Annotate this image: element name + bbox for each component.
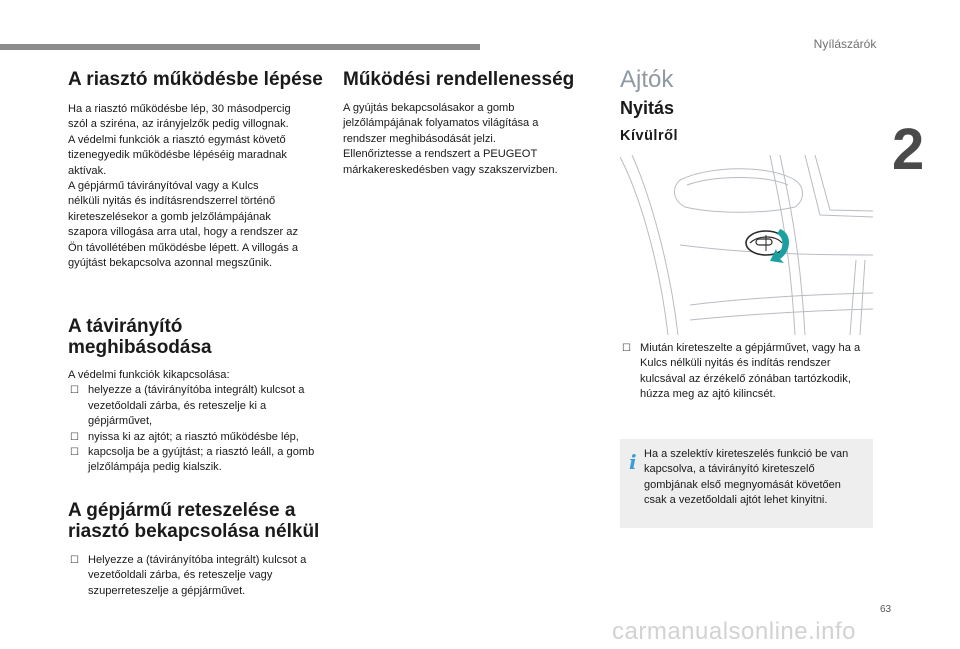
text-line: nélküli nyitás és indításrendszerrel történő [68,195,276,208]
top-rule [0,44,480,50]
text-line: A gyújtás bekapcsolásakor a gomb [343,102,515,114]
remote-failure-intro: A védelmi funkciók kikapcsolása: [68,369,230,381]
text-line: kireteszelésekor a gomb jelzőlámpájának [68,210,271,223]
text-line: szól a sziréna, az irányjelzők pedig villognak. [68,118,289,131]
checkbox-bullet-icon: ☐ [70,431,79,443]
column-2 [343,69,599,178]
handle-instruction [620,341,873,403]
opening-title: Nyitás [620,98,675,118]
text-line: A védelmi funkciók a riasztó egymást követő [68,133,286,146]
remote-failure-title: A távirányító meghibásodása [68,316,212,358]
chapter-number: 2 [892,117,925,182]
checkbox-bullet-icon: ☐ [70,385,79,397]
text-line: tizenegyedik működésbe lépéséig maradnak [68,149,287,162]
page-number: 63 [880,604,892,615]
remote-failure-section [68,316,324,476]
list-item: ☐ Helyezze a (távirányítóba integrált) kulcsot a vezetőoldali zárba, és reteszelje vagy szuperreteszelje a gépjárművet. [70,554,307,597]
door-handle-illustration [620,155,873,335]
list-item: ☐ Miután kireteszelte a gépjárművet, vagy ha a Kulcs nélküli nyitás és indítás rendszer kulcsával az érzékelő zónában tartózkodik, húzza meg az ajtó kilincsét. [622,342,861,401]
watermark: carmanualsonline.info [612,618,856,645]
chapter-title: Nyílászárók [813,37,877,51]
list-item: ☐ kapcsolja be a gyújtást; a riasztó leáll, a gomb jelzőlámpája pedig kialszik. [70,446,315,474]
section-title: Ajtók [620,66,674,93]
column-3 [620,66,873,144]
info-text: Ha a szelektív kireteszelés funkció be van kapcsolva, a távirányító kireteszelő gombjának első megnyomását követően csak a vezetőoldali ajtót lehet kinyitni. [644,448,849,507]
checkbox-bullet-icon: ☐ [70,447,79,459]
alarm-triggered-title: A riasztó működésbe lépése [68,69,323,90]
text-line: Ha a riasztó működésbe lép, 30 másodpercig [68,103,291,115]
text-line: Ön távollétében működésbe lépett. A villogás a [68,241,299,254]
malfunction-title: Működési rendellenesség [343,69,575,90]
list-item: ☐ helyezze a (távirányítóba integrált) kulcsot a vezetőoldali zárba, és reteszelje ki a gépjárművet, [70,384,305,428]
checkbox-bullet-icon: ☐ [622,343,631,354]
text-line: aktívak. [68,164,107,177]
lock-without-alarm-title: A gépjármű reteszelése a riasztó bekapcsolása nélkül [68,500,320,542]
info-box [620,439,873,528]
text-line: jelzőlámpájának folyamatos világítása a [343,117,539,130]
text-line: gyújtást bekapcsolva azonnal megszűnik. [68,257,273,270]
text-line: márkakereskedésben vagy szakszervizben. [343,163,558,176]
checkbox-bullet-icon: ☐ [70,555,79,566]
text-line: Ellenőriztesse a rendszert a PEUGEOT [343,148,538,161]
info-icon: i [629,450,637,474]
text-line: rendszer meghibásodását jelzi. [343,132,496,145]
text-line: A gépjármű távirányítóval vagy a Kulcs [68,180,259,193]
text-line: szapora villogása arra utal, hogy a rendszer az [68,226,299,239]
from-outside-title: Kívülről [620,128,678,144]
alarm-triggered-text [68,102,324,271]
car-door-drawing [620,155,873,335]
lock-without-alarm-section [68,500,330,599]
column-1 [68,69,324,271]
list-item: ☐ nyissa ki az ajtót; a riasztó működésbe lép, [68,430,324,445]
